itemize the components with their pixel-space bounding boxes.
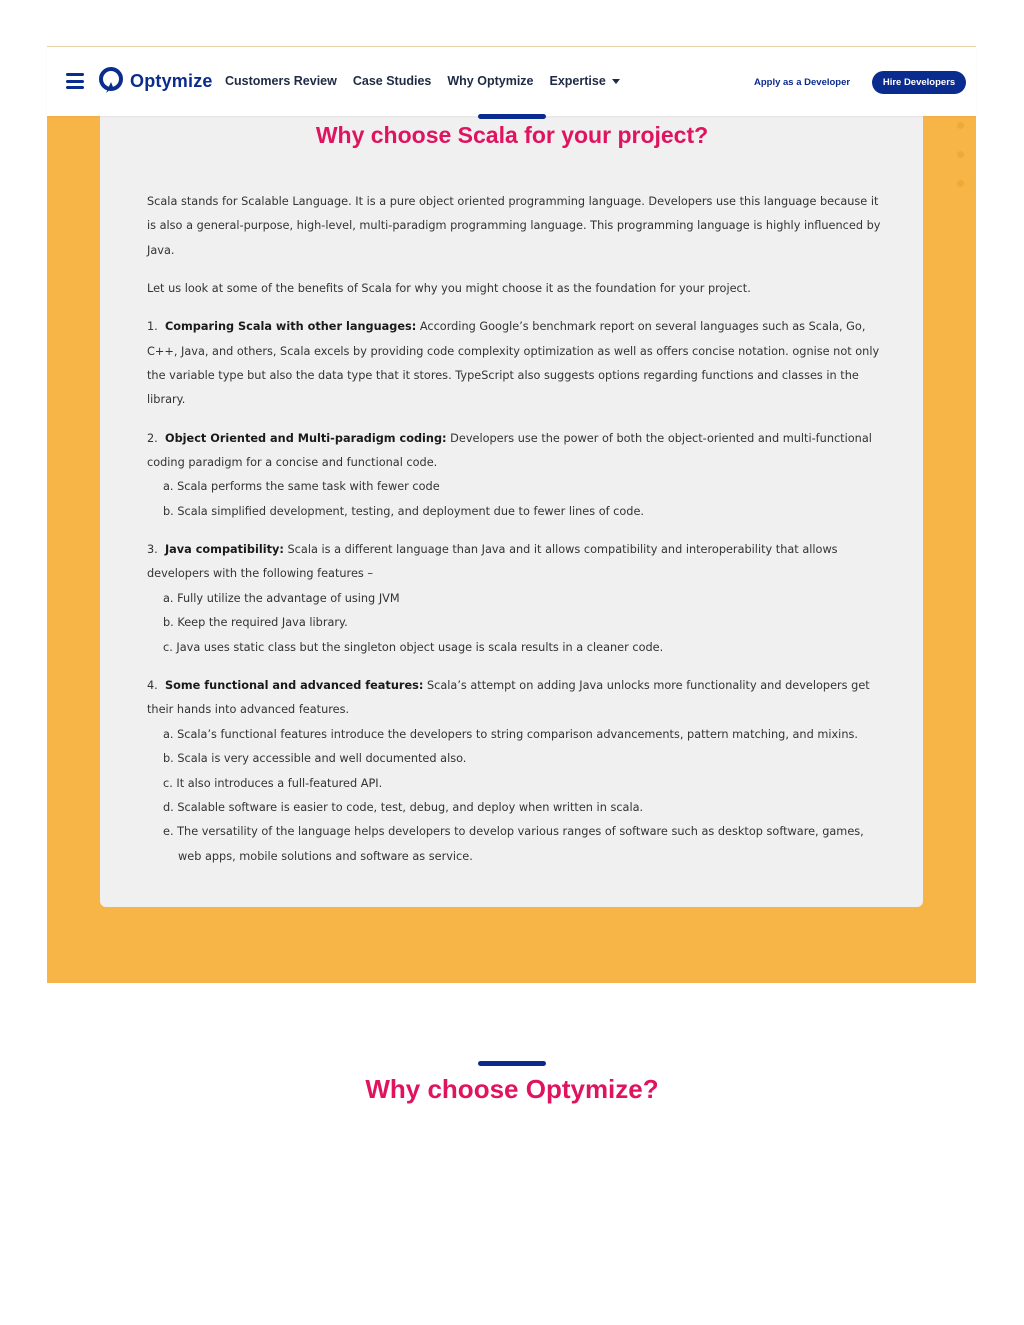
main-menu bbox=[225, 74, 620, 88]
point-2: 2. Object Oriented and Multi-paradigm coding: Developers use the power of both the object-oriented and multi-functional coding paradigm for a concise and functional code. bbox=[147, 431, 872, 470]
list-item: b. Scala is very accessible and well documented also. bbox=[163, 752, 467, 766]
chevron-down-icon bbox=[612, 79, 620, 84]
title-underline-bar bbox=[478, 1061, 546, 1066]
brand-name: Optymize bbox=[130, 70, 213, 91]
menu-expertise[interactable] bbox=[550, 74, 620, 88]
point-1: 1. Comparing Scala with other languages: According Google’s benchmark report on several languages such as Scala, Go, C++, Java, and others, Scala excels by providing code complexity optimization as well as offers concise notation. ognise not only the variable type but also the data type that it stores. TypeScript also suggests options regarding functions and classes in the library. bbox=[147, 320, 880, 407]
menu-expertise-label: Expertise bbox=[549, 74, 606, 88]
point-4: 4. Some functional and advanced features: Scala’s attempt on adding Java unlocks more functionality and developers get their hands into advanced features. bbox=[147, 678, 870, 717]
list-item: c. It also introduces a full-featured API. bbox=[163, 776, 383, 790]
article-body bbox=[147, 190, 882, 883]
hamburger-icon[interactable] bbox=[66, 73, 84, 89]
list-item: c. Java uses static class but the singleton object usage is scala results in a cleaner code. bbox=[163, 640, 664, 654]
optymize-logo-icon bbox=[98, 67, 124, 95]
point-4-sublist bbox=[163, 723, 882, 869]
list-item: e. The versatility of the language helps developers to develop various ranges of software such as desktop software, games, web apps, mobile solutions and software as service. bbox=[163, 825, 864, 863]
section-title-optymize: Why choose Optymize? bbox=[365, 1074, 659, 1104]
point-heading: Some functional and advanced features: bbox=[164, 678, 424, 692]
apply-as-developer-link[interactable]: Apply as a Developer bbox=[754, 77, 851, 88]
menu-why-optymize[interactable]: Why Optymize bbox=[447, 74, 534, 88]
hire-developers-button[interactable]: Hire Developers bbox=[872, 71, 966, 94]
intro-paragraph: Scala stands for Scalable Language. It is a pure object oriented programming language. Developers use this language because it is also a general-purpose, high-level, multi-paradigm programming language. This programming language is highly influenced by Java. bbox=[147, 195, 881, 257]
list-item: a. Scala performs the same task with fewer code bbox=[163, 480, 440, 494]
lead-paragraph: Let us look at some of the benefits of Scala for why you might choose it as the foundation for your project. bbox=[147, 282, 751, 296]
list-item: a. Scala’s functional features introduce the developers to string comparison advancements, pattern matching, and mixins. bbox=[163, 727, 858, 741]
list-item: b. Keep the required Java library. bbox=[163, 616, 348, 630]
point-3: 3. Java compatibility: Scala is a different language than Java and it allows compatibility and interoperability that allows developers with the following features – bbox=[147, 543, 838, 581]
point-2-sublist bbox=[163, 475, 882, 524]
point-heading: Object Oriented and Multi-paradigm coding: bbox=[164, 431, 447, 445]
point-heading: Java compatibility: bbox=[164, 543, 284, 557]
point-heading: Comparing Scala with other languages: bbox=[164, 320, 417, 334]
list-item: d. Scalable software is easier to code, test, debug, and deploy when written in scala. bbox=[163, 800, 644, 814]
menu-customers-review[interactable]: Customers Review bbox=[225, 74, 337, 88]
list-item: a. Fully utilize the advantage of using JVM bbox=[163, 591, 400, 605]
list-item: b. Scala simplified development, testing, and deployment due to fewer lines of code. bbox=[163, 504, 645, 518]
section-title-scala: Why choose Scala for your project? bbox=[315, 122, 709, 148]
point-3-sublist bbox=[163, 587, 882, 660]
title-underline-bar bbox=[478, 114, 546, 119]
menu-case-studies[interactable]: Case Studies bbox=[352, 74, 432, 88]
brand-logo[interactable] bbox=[98, 67, 213, 95]
